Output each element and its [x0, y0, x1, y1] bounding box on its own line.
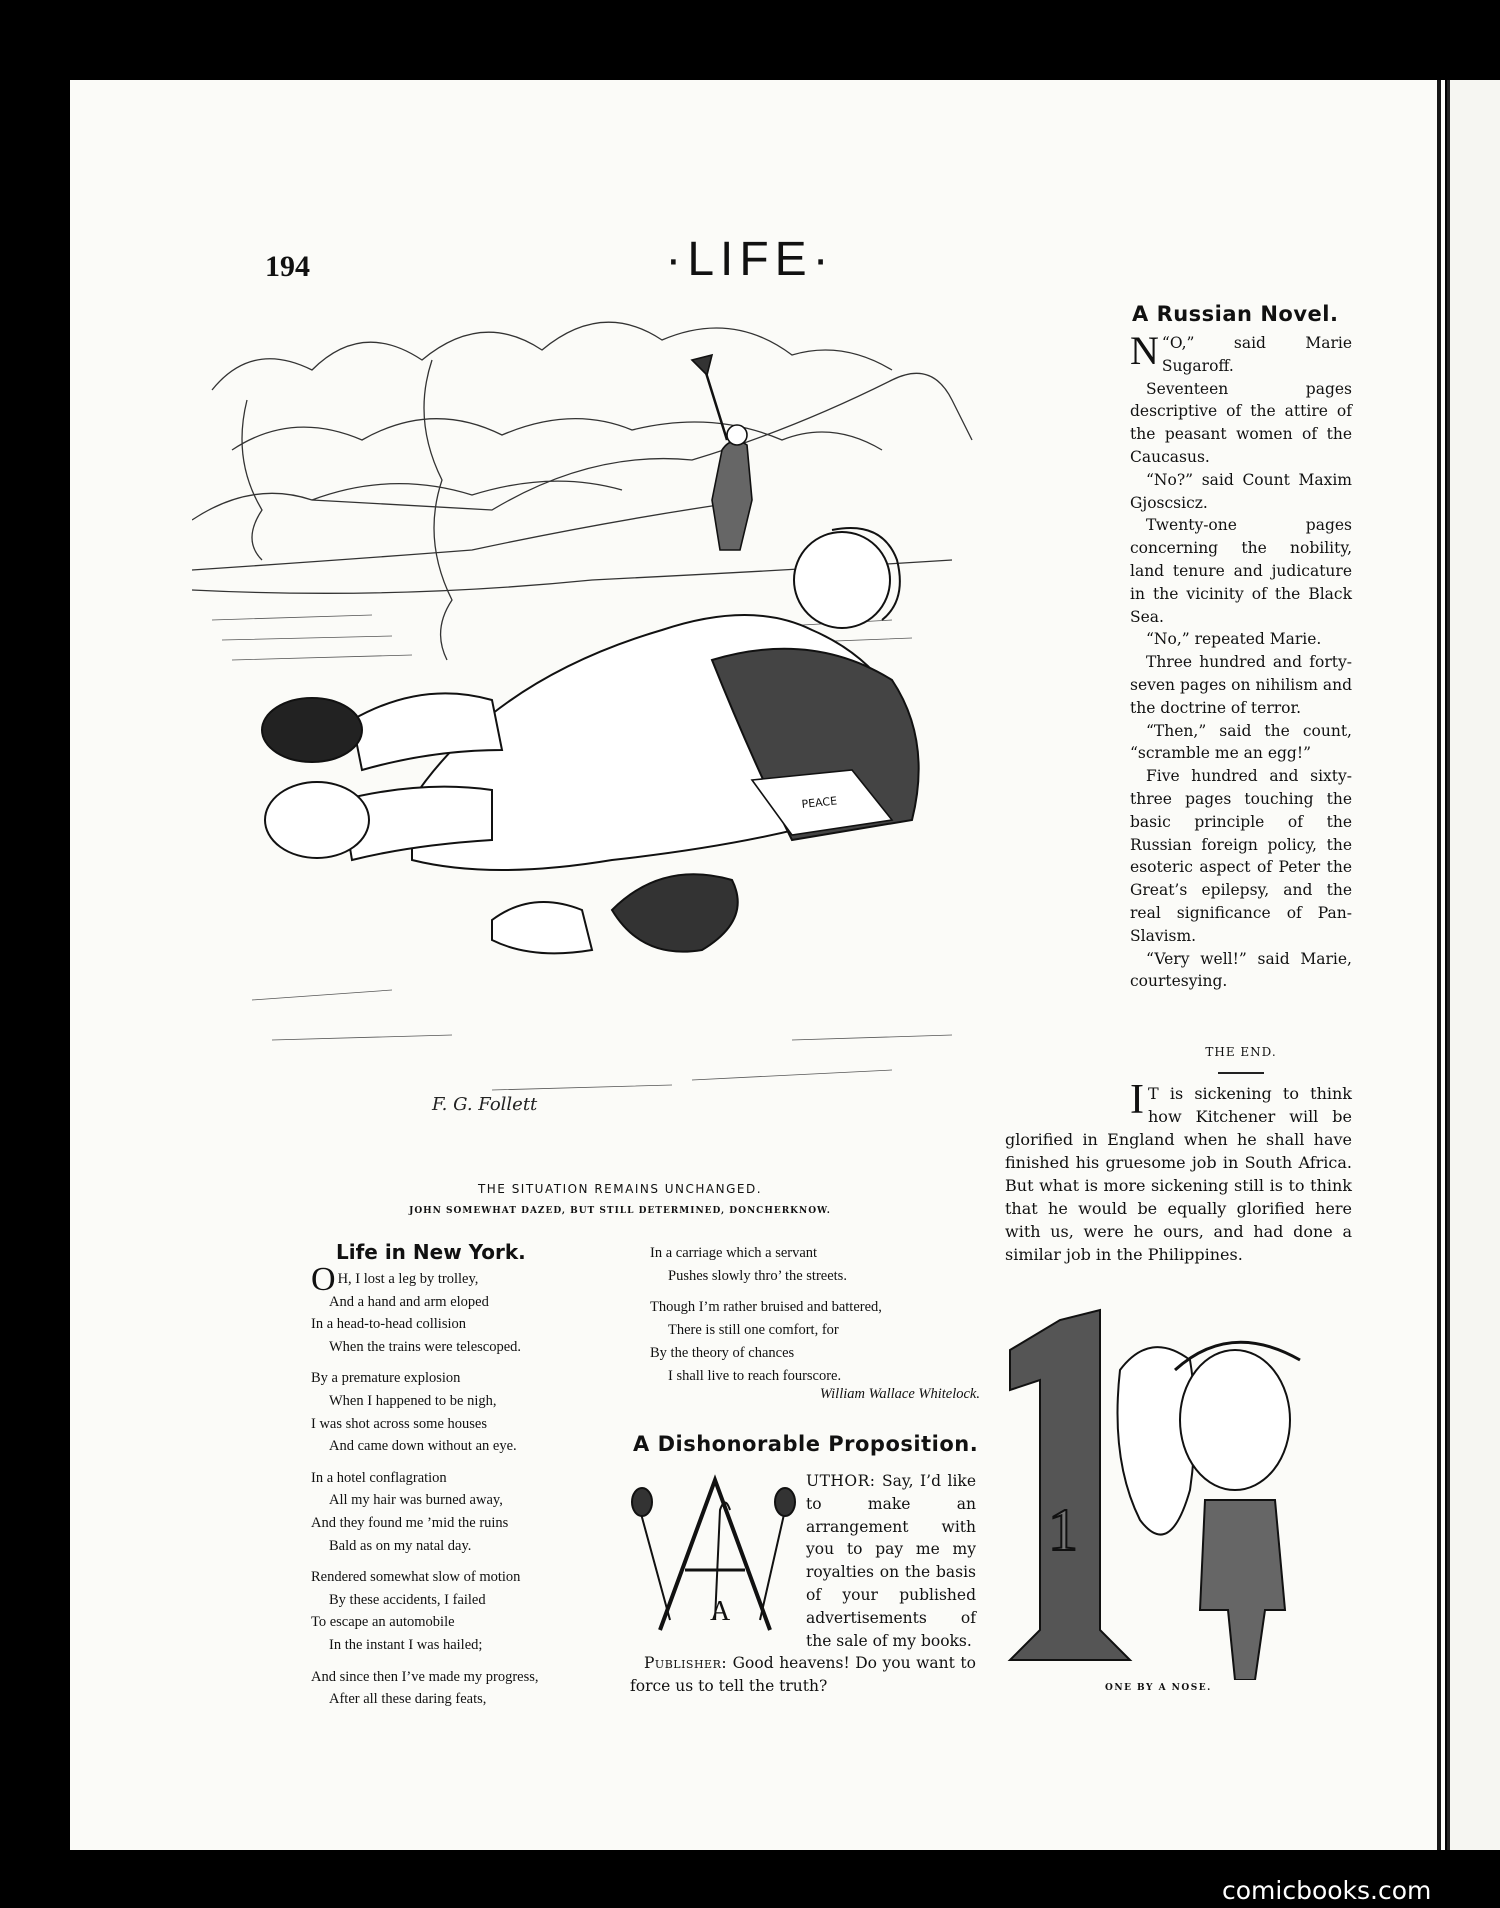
nose-cartoon-caption: ONE BY A NOSE.: [1105, 1683, 1212, 1693]
poem-line: In a hotel conflagration: [311, 1469, 447, 1486]
poem-line: Though I’m rather bruised and battered,: [650, 1299, 882, 1315]
author-label: UTHOR:: [806, 1472, 876, 1490]
poem-line: By a premature explosion: [311, 1370, 461, 1387]
poem-column-1: [311, 1261, 621, 1720]
paragraph: Seventeen pages descriptive of the attire of the peasant women of the Caucasus.: [1130, 379, 1352, 466]
poem-line: By the theory of chances: [650, 1345, 795, 1361]
poem-line: When I happened to be nigh,: [329, 1392, 497, 1409]
russian-novel-title: A Russian Novel.: [1132, 302, 1339, 326]
paragraph: “Very well!” said Marie, courtesying.: [1130, 949, 1352, 991]
stanza: [311, 1566, 621, 1656]
cartoon-caption: THE SITUATION REMAINS UNCHANGED.: [477, 1182, 763, 1196]
author-speech: Say, I’d like to make an arrangement with you to pay me my royalties on the basis of your published advertisements of the sale of my books.: [806, 1472, 976, 1650]
poem-line: And came down without an eye.: [329, 1438, 517, 1455]
ornamental-drop-cap-a: [630, 1470, 800, 1640]
artist-signature: F. G. Follett: [432, 1094, 538, 1115]
poem-line: Rendered somewhat slow of motion: [311, 1569, 521, 1586]
poem-line: When the trains were telescoped.: [329, 1338, 522, 1355]
cloud-shapes: [212, 322, 892, 390]
drop-cap: N: [1130, 328, 1159, 373]
poem-line: And a hand and arm eloped: [329, 1293, 489, 1310]
paragraph: “No?” said Count Maxim Gjoscsicz.: [1130, 470, 1352, 512]
cartoon-illustration: [192, 300, 1092, 1170]
the-end-label: THE END.: [1205, 1045, 1277, 1059]
paragraph: “Then,” said the count, “scramble me an egg!”: [1130, 721, 1352, 763]
poem-line: In a head-to-head collision: [311, 1316, 467, 1333]
hat-on-ground: [612, 874, 738, 951]
giant-head: [794, 532, 890, 628]
numeral-one: 1: [1048, 1497, 1078, 1563]
publisher-paragraph: [630, 1652, 976, 1698]
masthead-title: ·LIFE·: [665, 233, 835, 286]
paragraph: “No,” repeated Marie.: [1146, 630, 1322, 649]
stanza: [311, 1467, 621, 1557]
paragraph: Twenty-one pages concerning the nobility, land tenure and judicature in the vicinity of the Black Sea.: [1130, 516, 1352, 626]
poem-line: I was shot across some houses: [311, 1415, 487, 1432]
one-by-a-nose-illustration: [1000, 1300, 1340, 1680]
poem-column-2: [650, 1242, 980, 1396]
divider-rule: [1218, 1072, 1264, 1074]
numeral-one-shape: [1010, 1310, 1130, 1660]
drop-cap: I: [1130, 1077, 1144, 1123]
giant-boot-2: [265, 782, 369, 858]
stanza: [311, 1666, 621, 1711]
stanza: [650, 1242, 980, 1288]
watermark: comicbooks.com: [1222, 1876, 1432, 1905]
poem-line: There is still one comfort, for: [668, 1322, 839, 1338]
dishonorable-proposition-title: A Dishonorable Proposition.: [633, 1432, 979, 1456]
poem-line: All my hair was burned away,: [329, 1492, 503, 1509]
stanza: [311, 1261, 621, 1358]
poem-line: In a carriage which a servant: [650, 1245, 818, 1261]
poem-line: Pushes slowly thro’ the streets.: [668, 1268, 847, 1284]
poem-line: In the instant I was hailed;: [329, 1636, 483, 1653]
publisher-speech: Good heavens! Do you want to force us to tell the truth?: [630, 1654, 976, 1696]
page-gutter: [1437, 80, 1441, 1850]
poem-line: I shall live to reach fourscore.: [668, 1368, 842, 1384]
giant-boot-1: [262, 698, 362, 762]
poem-line: By these accidents, I failed: [329, 1591, 486, 1608]
drop-cap: A: [710, 1596, 731, 1627]
facing-page-edge: [1447, 80, 1500, 1850]
small-figure-boer: [712, 441, 752, 550]
kitchener-editorial: I T is sickening to think how Kitchener will be glorified in England when he shall have finished his gruesome job in South Africa. But what is more sickening still is to think that he would be equally glorified here with us, were he ours, and had done a similar job in the Philippines.: [1005, 1077, 1352, 1264]
paragraph: Three hundred and forty-seven pages on nihilism and the doctrine of terror.: [1130, 653, 1352, 717]
life-in-new-york-title: Life in New York.: [336, 1240, 526, 1264]
peace-book-label: PEACE: [800, 794, 838, 811]
caricature-body: [1200, 1500, 1285, 1680]
page-number: 194: [265, 250, 310, 283]
drop-cap: O: [311, 1261, 336, 1298]
cartoon-subcaption: JOHN SOMEWHAT DAZED, BUT STILL DETERMINED, DONCHERKNOW.: [409, 1206, 831, 1216]
poem-line: And they found me ’mid the ruins: [311, 1514, 509, 1531]
poem-line: O H, I lost a leg by trolley,: [311, 1261, 479, 1298]
paragraph: Five hundred and sixty-three pages touching the basic principle of the Russian foreign policy, the esoteric aspect of Peter the Great’s epilepsy, and the real significance of Pan-Slavism.: [1130, 767, 1352, 945]
publisher-label: Publisher:: [644, 1654, 728, 1673]
paragraph: “ N O,” said Marie Sugaroff.: [1130, 328, 1352, 375]
dishonorable-proposition-body: [630, 1470, 976, 1698]
poem-line: To escape an automobile: [311, 1614, 455, 1631]
stanza: [650, 1296, 980, 1388]
poem-author: William Wallace Whitelock.: [819, 1386, 980, 1402]
poem-line: After all these daring feats,: [329, 1691, 487, 1708]
rock: [492, 902, 592, 953]
poem-line: Bald as on my natal day.: [329, 1537, 472, 1554]
russian-novel-body: [1130, 328, 1352, 993]
poem-line: And since then I’ve made my progress,: [311, 1668, 539, 1685]
caricature-head: [1180, 1350, 1290, 1490]
smoke-column: [424, 360, 452, 660]
stanza: [311, 1367, 621, 1457]
